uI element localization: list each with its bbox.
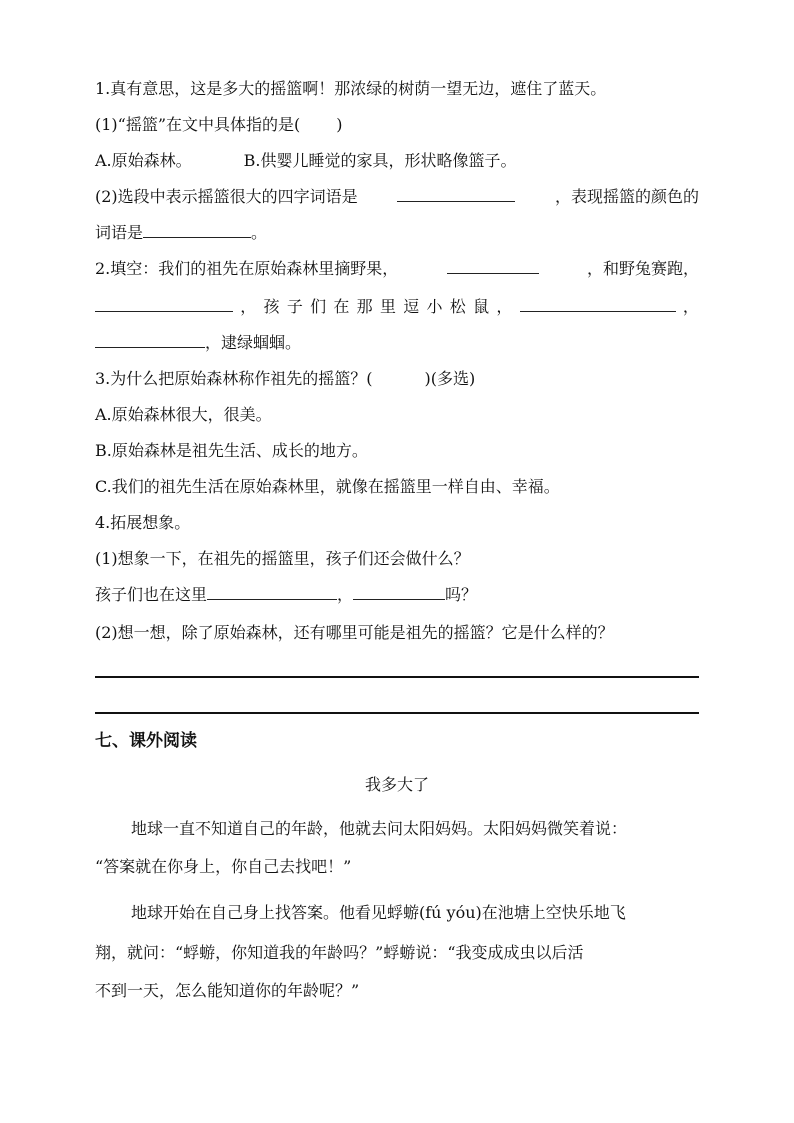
q1-sub2-part3: 词语是 bbox=[95, 223, 144, 242]
q3-stem bbox=[95, 368, 699, 390]
q2-char: 孩 bbox=[263, 297, 280, 316]
q2-line1 bbox=[95, 258, 699, 280]
q1-sub2-blank-color[interactable] bbox=[143, 222, 251, 238]
q1-sub1 bbox=[95, 114, 699, 136]
q2-line3-end: ，逮绿蝈蝈。 bbox=[205, 333, 302, 352]
q3-option-a bbox=[95, 404, 699, 426]
story-title: 我多大了 bbox=[364, 775, 429, 794]
q4-fill-part1: 孩子们也在这里 bbox=[95, 585, 208, 604]
q3-option-b-text: B.原始森林是祖先生活、成长的地方。 bbox=[95, 441, 368, 460]
q1-option-a: A.原始森林。 bbox=[95, 151, 192, 170]
q4-sub1-text: (1)想象一下，在祖先的摇篮里，孩子们还会做什么？ bbox=[95, 549, 470, 568]
q2-part1: 2.填空：我们的祖先在原始森林里摘野果， bbox=[95, 259, 399, 278]
q1-sub1-text: (1)“摇篮”在文中具体指的是( bbox=[95, 115, 301, 134]
q2-char: ， bbox=[496, 297, 513, 316]
q2-line2 bbox=[95, 296, 699, 318]
q3-option-c-text: C.我们的祖先生活在原始森林里，就像在摇篮里一样自由、幸福。 bbox=[95, 477, 560, 496]
q1-sub2-line2 bbox=[95, 222, 699, 244]
story-p2-line2 bbox=[95, 942, 699, 964]
q2-char: 那 bbox=[356, 297, 373, 316]
story-p2-line1 bbox=[95, 902, 699, 924]
q2-line2-end: ， bbox=[682, 297, 699, 316]
story-p1-line1-text: 地球一直不知道自己的年龄，他就去问太阳妈妈。太阳妈妈微笑着说： bbox=[131, 819, 628, 838]
section-7-heading: 七、课外阅读 bbox=[95, 731, 197, 751]
answer-line-2[interactable] bbox=[95, 712, 699, 714]
q4-sub2-text: (2)想一想，除了原始森林，还有哪里可能是祖先的摇篮？它是什么样的？ bbox=[95, 623, 614, 642]
q1-stem bbox=[95, 78, 699, 100]
q3-option-a-text: A.原始森林很大，很美。 bbox=[95, 405, 272, 424]
answer-line-1[interactable] bbox=[95, 676, 699, 678]
q3-close: )(多选) bbox=[424, 369, 476, 388]
story-p2-line3-text: 不到一天，怎么能知道你的年龄呢？” bbox=[95, 981, 360, 1000]
q3-option-b bbox=[95, 440, 699, 462]
q2-blank-3[interactable] bbox=[520, 296, 676, 312]
story-p1-line2 bbox=[95, 856, 699, 878]
q4-sub2 bbox=[95, 622, 699, 644]
q3-stem-text: 3.为什么把原始森林称作祖先的摇篮？( bbox=[95, 369, 373, 388]
q1-sub2-line1 bbox=[95, 186, 699, 208]
q4-sub1 bbox=[95, 548, 699, 570]
q1-sub2-part4: 。 bbox=[251, 223, 268, 242]
q1-stem-text: 1.真有意思，这是多大的摇篮啊！那浓绿的树荫一望无边，遮住了蓝天。 bbox=[95, 79, 607, 98]
q4-stem-text: 4.拓展想象。 bbox=[95, 513, 191, 532]
q2-char: 逗 bbox=[403, 297, 420, 316]
q4-sub1-fill bbox=[95, 584, 699, 606]
q1-sub2-blank-size[interactable] bbox=[397, 186, 515, 202]
q4-stem bbox=[95, 512, 699, 534]
story-p1-line2-text: “答案就在你身上，你自己去找吧！” bbox=[95, 857, 352, 876]
q2-char: 小 bbox=[426, 297, 443, 316]
q2-blank-2[interactable] bbox=[95, 296, 233, 312]
q3-option-c bbox=[95, 476, 699, 498]
q1-sub1-options bbox=[95, 150, 699, 172]
q1-sub1-close: ) bbox=[336, 115, 343, 134]
story-p2-line3 bbox=[95, 980, 699, 1002]
q4-fill-part3: 吗？ bbox=[445, 585, 478, 604]
q2-blank-1[interactable] bbox=[447, 258, 539, 274]
q2-char: 松 bbox=[449, 297, 466, 316]
story-p2-line1-text: 地球开始在自己身上找答案。他看见蜉蝣(fú yóu)在池塘上空快乐地飞 bbox=[131, 903, 626, 922]
q2-char: ， bbox=[240, 297, 257, 316]
q1-sub2-part2: ，表现摇篮的颜色的 bbox=[554, 187, 699, 206]
q4-fill-part2: ， bbox=[337, 585, 354, 604]
q2-char: 们 bbox=[310, 297, 327, 316]
story-p1-line1 bbox=[95, 818, 699, 840]
q2-line3 bbox=[95, 332, 699, 354]
q2-part2: ，和野兔赛跑， bbox=[586, 259, 699, 278]
q4-blank-1[interactable] bbox=[207, 584, 337, 600]
q1-option-b: B.供婴儿睡觉的家具，形状略像篮子。 bbox=[243, 151, 517, 170]
q2-char: 鼠 bbox=[473, 297, 490, 316]
q2-char: 子 bbox=[286, 297, 303, 316]
q2-char: 里 bbox=[379, 297, 396, 316]
q2-blank-4[interactable] bbox=[95, 332, 205, 348]
q4-blank-2[interactable] bbox=[353, 584, 445, 600]
q2-char: 在 bbox=[333, 297, 350, 316]
q1-sub2-part1: (2)选段中表示摇篮很大的四字词语是 bbox=[95, 187, 358, 206]
story-p2-line2-text: 翔，就问：“蜉蝣，你知道我的年龄吗？”蜉蝣说：“我变成成虫以后活 bbox=[95, 943, 584, 962]
